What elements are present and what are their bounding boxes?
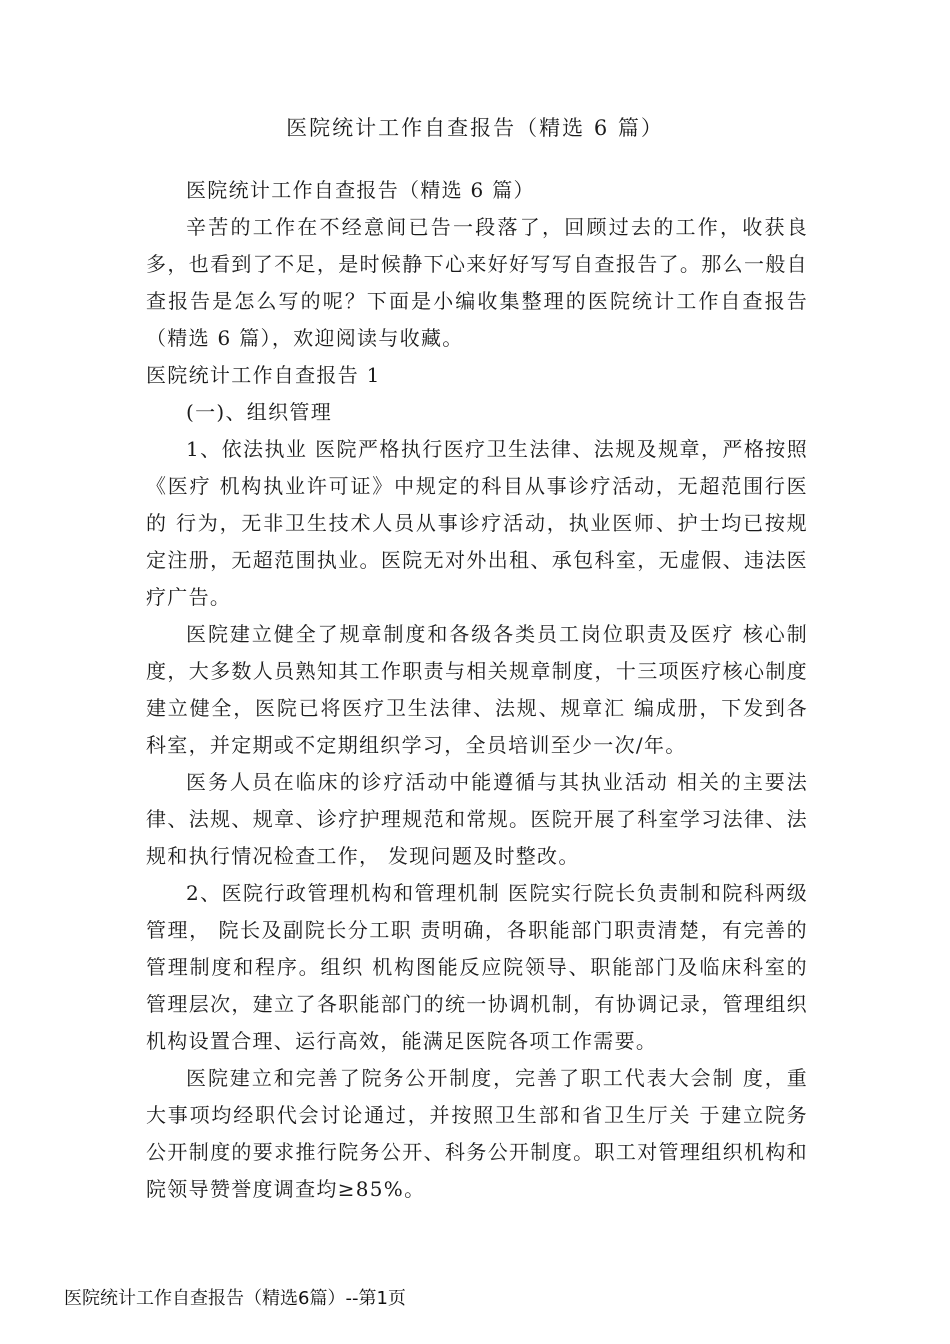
paragraph-openness: 医院建立和完善了院务公开制度，完善了职工代表大会制 度，重大事项均经职代会讨论通过，并按照卫生部和省卫生厅关 于建立院务公开制度的要求推行院务公开、科务公开制度。职工对管理组织机构和院领导赞誉度调查均≥85%。	[146, 1066, 808, 1201]
paragraph-regulations: 医院建立健全了规章制度和各级各类员工岗位职责及医疗 核心制度，大多数人员熟知其工作职责与相关规章制度，十三项医疗核心制度建立健全，医院已将医疗卫生法律、法规、规章汇 编成册，下发到各科室，并定期或不定期组织学习，全员培训至少一次/年。	[146, 622, 808, 757]
paragraph-intro: 辛苦的工作在不经意间已告一段落了，回顾过去的工作，收获良多，也看到了不足，是时候静下心来好好写写自查报告了。那么一般自查报告是怎么写的呢？下面是小编收集整理的医院统计工作自查报告（精选 6 篇），欢迎阅读与收藏。	[146, 215, 808, 350]
paragraph-lawful-practice: 1、依法执业 医院严格执行医疗卫生法律、法规及规章，严格按照《医疗 机构执业许可证》中规定的科目从事诊疗活动，无超范围行医的 行为，无非卫生技术人员从事诊疗活动，执业医师、护士均已按规定注册，无超范围执业。医院无对外出租、承包科室，无虚假、违法医疗广告。	[146, 437, 808, 609]
page-footer: 医院统计工作自查报告（精选6篇）--第1页	[64, 1288, 406, 1309]
document-title: 医院统计工作自查报告（精选 6 篇）	[286, 116, 664, 140]
paragraph-administration: 2、医院行政管理机构和管理机制 医院实行院长负责制和院科两级管理， 院长及副院长分工职 责明确，各职能部门职责清楚，有完善的管理制度和程序。组织 机构图能反应院领导、职能部门及临床科室的管理层次，建立了各职能部门的统一协调机制，有协调记录，管理组织机构设置合理、运行高效，能满足医院各项工作需要。	[146, 881, 808, 1053]
paragraph-heading-repeat: 医院统计工作自查报告（精选 6 篇）	[186, 178, 535, 202]
section-heading: 医院统计工作自查报告 1	[146, 363, 381, 387]
paragraph-medical-staff: 医务人员在临床的诊疗活动中能遵循与其执业活动 相关的主要法律、法规、规章、诊疗护理规范和常规。医院开展了科室学习法律、法规和执行情况检查工作， 发现问题及时整改。	[146, 770, 808, 868]
subsection-heading: (一)、组织管理	[186, 400, 333, 424]
document-body	[146, 172, 808, 1208]
